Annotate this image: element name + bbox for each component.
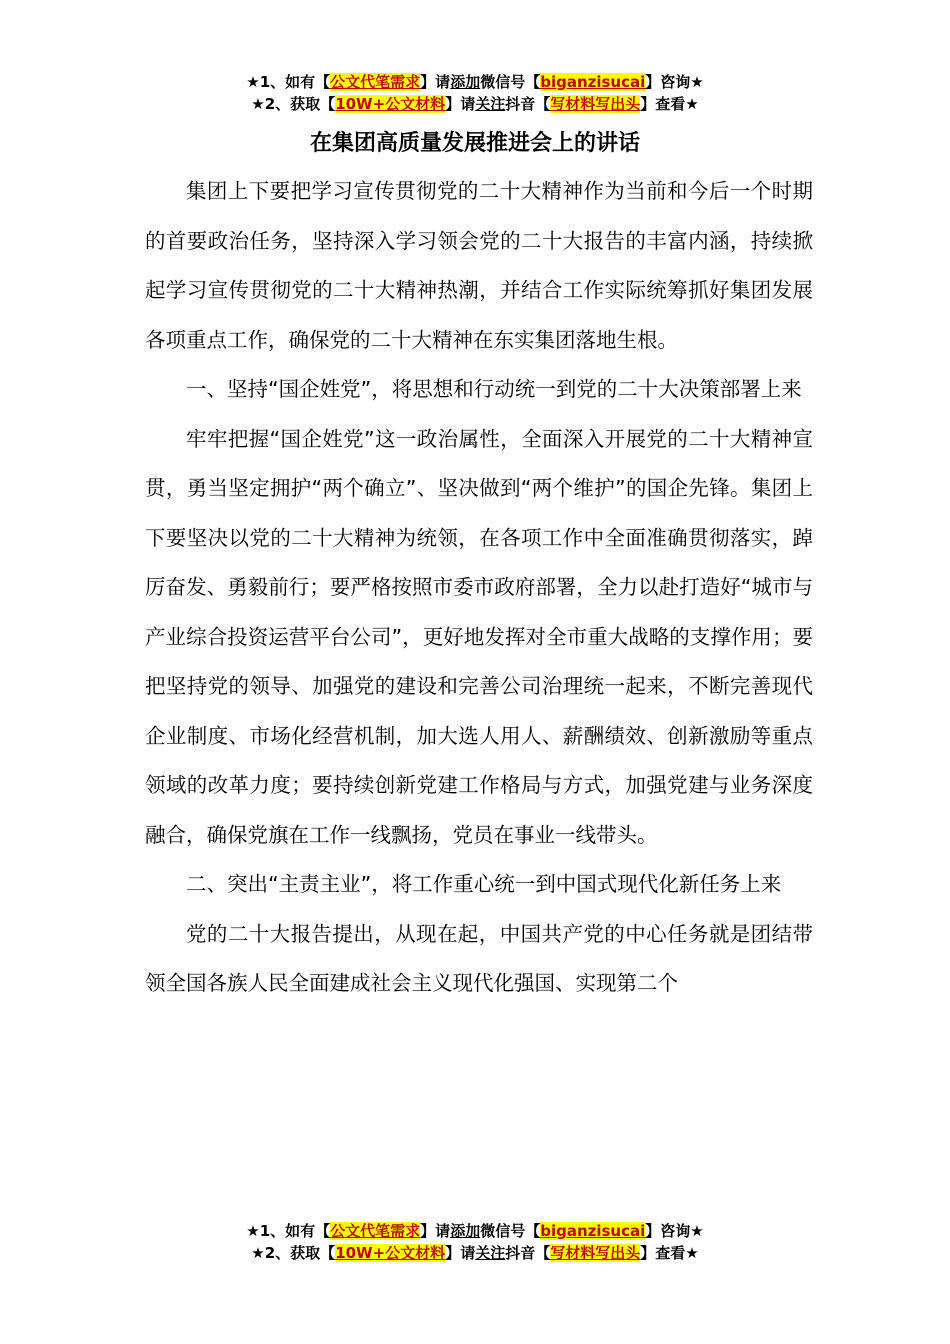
ad-line-1	[0, 72, 950, 94]
ad-text: ★2、获取【	[251, 1244, 336, 1262]
section-heading-1: 一、坚持“国企姓党”，将思想和行动统一到党的二十大决策部署上来	[186, 377, 802, 401]
bottom-ad-banner	[0, 1221, 950, 1265]
ad-text: ★2、获取【	[251, 95, 336, 113]
ad-text: 微信号【	[480, 73, 541, 91]
ad-text: 】请	[445, 1244, 476, 1262]
ad-text: 】咨询★	[645, 73, 704, 91]
ad-text: 微信号【	[480, 1222, 541, 1240]
ad-highlight: biganzisucai	[540, 73, 646, 91]
ad-highlight: 公文代笔需求	[330, 73, 421, 91]
paragraph-intro: 集团上下要把学习宣传贯彻党的二十大精神作为当前和今后一个时期的首要政治任务，坚持深入学习领会党的二十大报告的丰富内涵，持续掀起学习宣传贯彻党的二十大精神热潮，并结合工作实际统筹抓好集团发展各项重点工作，确保党的二十大精神在东实集团落地生根。	[145, 179, 813, 352]
section-heading-2: 二、突出“主责主业”，将工作重心统一到中国式现代化新任务上来	[186, 872, 782, 896]
paragraph-section-2: 党的二十大报告提出，从现在起，中国共产党的中心任务就是团结带领全国各族人民全面建成社会主义现代化强国、实现第二个	[145, 921, 813, 995]
ad-text: 】请	[420, 1222, 451, 1240]
ad-highlight: 写材料写出头	[550, 95, 641, 113]
top-ad-banner	[0, 72, 950, 116]
ad-underline: 关注	[475, 1244, 506, 1262]
ad-text: 】请	[420, 73, 451, 91]
ad-text: 抖音【	[505, 1244, 551, 1262]
ad-underline: 添加	[450, 73, 481, 91]
ad-text: ★1、如有【	[246, 73, 331, 91]
paragraph-section-1: 牢牢把握“国企姓党”这一政治属性，全面深入开展党的二十大精神宣贯，勇当坚定拥护“两个确立”、坚决做到“两个维护”的国企先锋。集团上下要坚决以党的二十大精神为统领，在各项工作中全面准确贯彻落实，踔厉奋发、勇毅前行；要严格按照市委市政府部署，全力以赴打造好“城市与产业综合投资运营平台公司”，更好地发挥对全市重大战略的支撑作用；要把坚持党的领导、加强党的建设和完善公司治理统一起来，不断完善现代企业制度、市场化经营机制，加大选人用人、薪酬绩效、创新激励等重点领域的改革力度；要持续创新党建工作格局与方式，加强党建与业务深度融合，确保党旗在工作一线飘扬，党员在事业一线带头。	[145, 426, 813, 847]
ad-text: ★1、如有【	[246, 1222, 331, 1240]
ad-text: 】查看★	[640, 1244, 699, 1262]
ad-underline: 关注	[475, 95, 506, 113]
ad-highlight: 公文代笔需求	[330, 1222, 421, 1240]
ad-line-2	[0, 1243, 950, 1265]
ad-highlight: 10W+公文材料	[335, 1244, 446, 1262]
document-body	[145, 167, 813, 1009]
ad-highlight: 10W+公文材料	[335, 95, 446, 113]
ad-text: 】查看★	[640, 95, 699, 113]
ad-text: 】咨询★	[645, 1222, 704, 1240]
document-title: 在集团高质量发展推进会上的讲话	[309, 131, 640, 156]
ad-text: 】请	[445, 95, 476, 113]
ad-line-1	[0, 1221, 950, 1243]
ad-line-2	[0, 94, 950, 116]
ad-highlight: 写材料写出头	[550, 1244, 641, 1262]
ad-underline: 添加	[450, 1222, 481, 1240]
ad-text: 抖音【	[505, 95, 551, 113]
ad-highlight: biganzisucai	[540, 1222, 646, 1240]
